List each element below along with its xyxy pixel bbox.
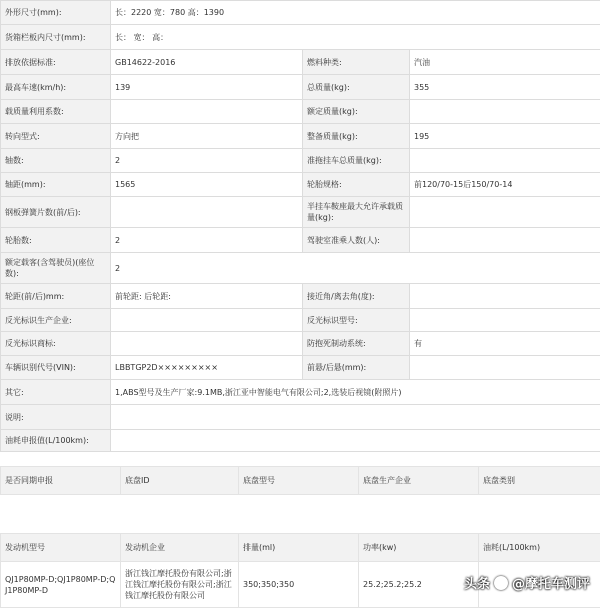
- seats-label: 额定载客(含驾驶员)(座位数):: [1, 253, 111, 284]
- trailer-value: [410, 149, 600, 173]
- watermark-name: @摩托车测评: [512, 573, 590, 592]
- curb-mass-label: 整备质量(kg):: [303, 124, 410, 149]
- load-factor-label: 载质量利用系数:: [1, 100, 111, 124]
- engine-header: 排量(ml): [239, 534, 359, 562]
- cargo-value: 长： 宽： 高：: [111, 25, 600, 50]
- dims-label: 外形尺寸(mm):: [1, 1, 111, 25]
- reflect-brand-value: [111, 332, 303, 356]
- reflect-brand-label: 反光标识商标:: [1, 332, 111, 356]
- total-mass-label: 总质量(kg):: [303, 75, 410, 100]
- wheelbase-value: 1565: [111, 173, 303, 197]
- engine-company: 浙江钱江摩托股份有限公司;浙江钱江摩托股份有限公司;浙江钱江摩托股份有限公司: [121, 562, 239, 608]
- total-mass-value: 355: [410, 75, 600, 100]
- fuel-report-value: [111, 430, 600, 452]
- engine-header: 发动机型号: [1, 534, 121, 562]
- note-label: 说明:: [1, 405, 111, 430]
- other-label: 其它:: [1, 380, 111, 405]
- chassis-header: 是否同期申报: [1, 467, 121, 495]
- tire-label: 轮胎规格:: [303, 173, 410, 197]
- load-factor-value: [111, 100, 303, 124]
- saddle-label: 半挂车鞍座最大允许承载质量(kg):: [303, 197, 410, 228]
- approach-value: [410, 284, 600, 309]
- chassis-table: [0, 466, 600, 495]
- engine-table: [0, 533, 600, 608]
- fuel-value: 汽油: [410, 50, 600, 75]
- overhang-label: 前悬/后悬(mm):: [303, 356, 410, 380]
- emission-label: 排放依据标准:: [1, 50, 111, 75]
- engine-header: 油耗(L/100km): [479, 534, 600, 562]
- watermark: [464, 573, 590, 592]
- dims-value: 长：2220 宽：780 高：1390: [111, 1, 600, 25]
- saddle-value: [410, 197, 600, 228]
- cab-label: 驾驶室准乘人数(人):: [303, 228, 410, 253]
- reflect-model-label: 反光标识型号:: [303, 309, 410, 332]
- speed-label: 最高车速(km/h):: [1, 75, 111, 100]
- approach-label: 接近角/离去角(度):: [303, 284, 410, 309]
- tire-count-value: 2: [111, 228, 303, 253]
- axles-label: 轴数:: [1, 149, 111, 173]
- chassis-header: 底盘生产企业: [359, 467, 479, 495]
- fuel-label: 燃料种类:: [303, 50, 410, 75]
- reflect-co-label: 反光标识生产企业:: [1, 309, 111, 332]
- curb-mass-value: 195: [410, 124, 600, 149]
- chassis-header: 底盘型号: [239, 467, 359, 495]
- cargo-label: 货箱栏板内尺寸(mm):: [1, 25, 111, 50]
- track-value: 前轮距: 后轮距:: [111, 284, 303, 309]
- emission-value: GB14622-2016: [111, 50, 303, 75]
- steering-value: 方向把: [111, 124, 303, 149]
- steering-label: 转向型式:: [1, 124, 111, 149]
- rated-load-value: [410, 100, 600, 124]
- seats-value: 2: [111, 253, 600, 284]
- cab-value: [410, 228, 600, 253]
- overhang-value: [410, 356, 600, 380]
- tire-count-label: 轮胎数:: [1, 228, 111, 253]
- watermark-prefix: 头条: [464, 573, 490, 592]
- fuel-report-label: 油耗申报值(L/100km):: [1, 430, 111, 452]
- track-label: 轮距(前/后)mm:: [1, 284, 111, 309]
- spring-label: 钢板弹簧片数(前/后):: [1, 197, 111, 228]
- spring-value: [111, 197, 303, 228]
- vin-label: 车辆识别代号(VIN):: [1, 356, 111, 380]
- chassis-header: 底盘类别: [479, 467, 600, 495]
- engine-model: QJ1P80MP-D;QJ1P80MP-D;QJ1P80MP-D: [1, 562, 121, 608]
- reflect-co-value: [111, 309, 303, 332]
- axles-value: 2: [111, 149, 303, 173]
- other-value: 1,ABS型号及生产厂家:9.1MB,浙江亚中智能电气有限公司;2,选装后视镜(附照片): [111, 380, 600, 405]
- engine-displacement: 350;350;350: [239, 562, 359, 608]
- toutiao-logo-icon: [494, 576, 508, 590]
- reflect-model-value: [410, 309, 600, 332]
- vin-value: LBBTGP2D×××××××××: [111, 356, 303, 380]
- engine-header: 发动机企业: [121, 534, 239, 562]
- tire-value: 前120/70-15后150/70-14: [410, 173, 600, 197]
- chassis-header: 底盘ID: [121, 467, 239, 495]
- abs-value: 有: [410, 332, 600, 356]
- abs-label: 防抱死制动系统:: [303, 332, 410, 356]
- engine-header: 功率(kw): [359, 534, 479, 562]
- engine-power: 25.2;25.2;25.2: [359, 562, 479, 608]
- rated-load-label: 额定质量(kg):: [303, 100, 410, 124]
- trailer-label: 准拖挂车总质量(kg):: [303, 149, 410, 173]
- wheelbase-label: 轴距(mm):: [1, 173, 111, 197]
- speed-value: 139: [111, 75, 303, 100]
- note-value: [111, 405, 600, 430]
